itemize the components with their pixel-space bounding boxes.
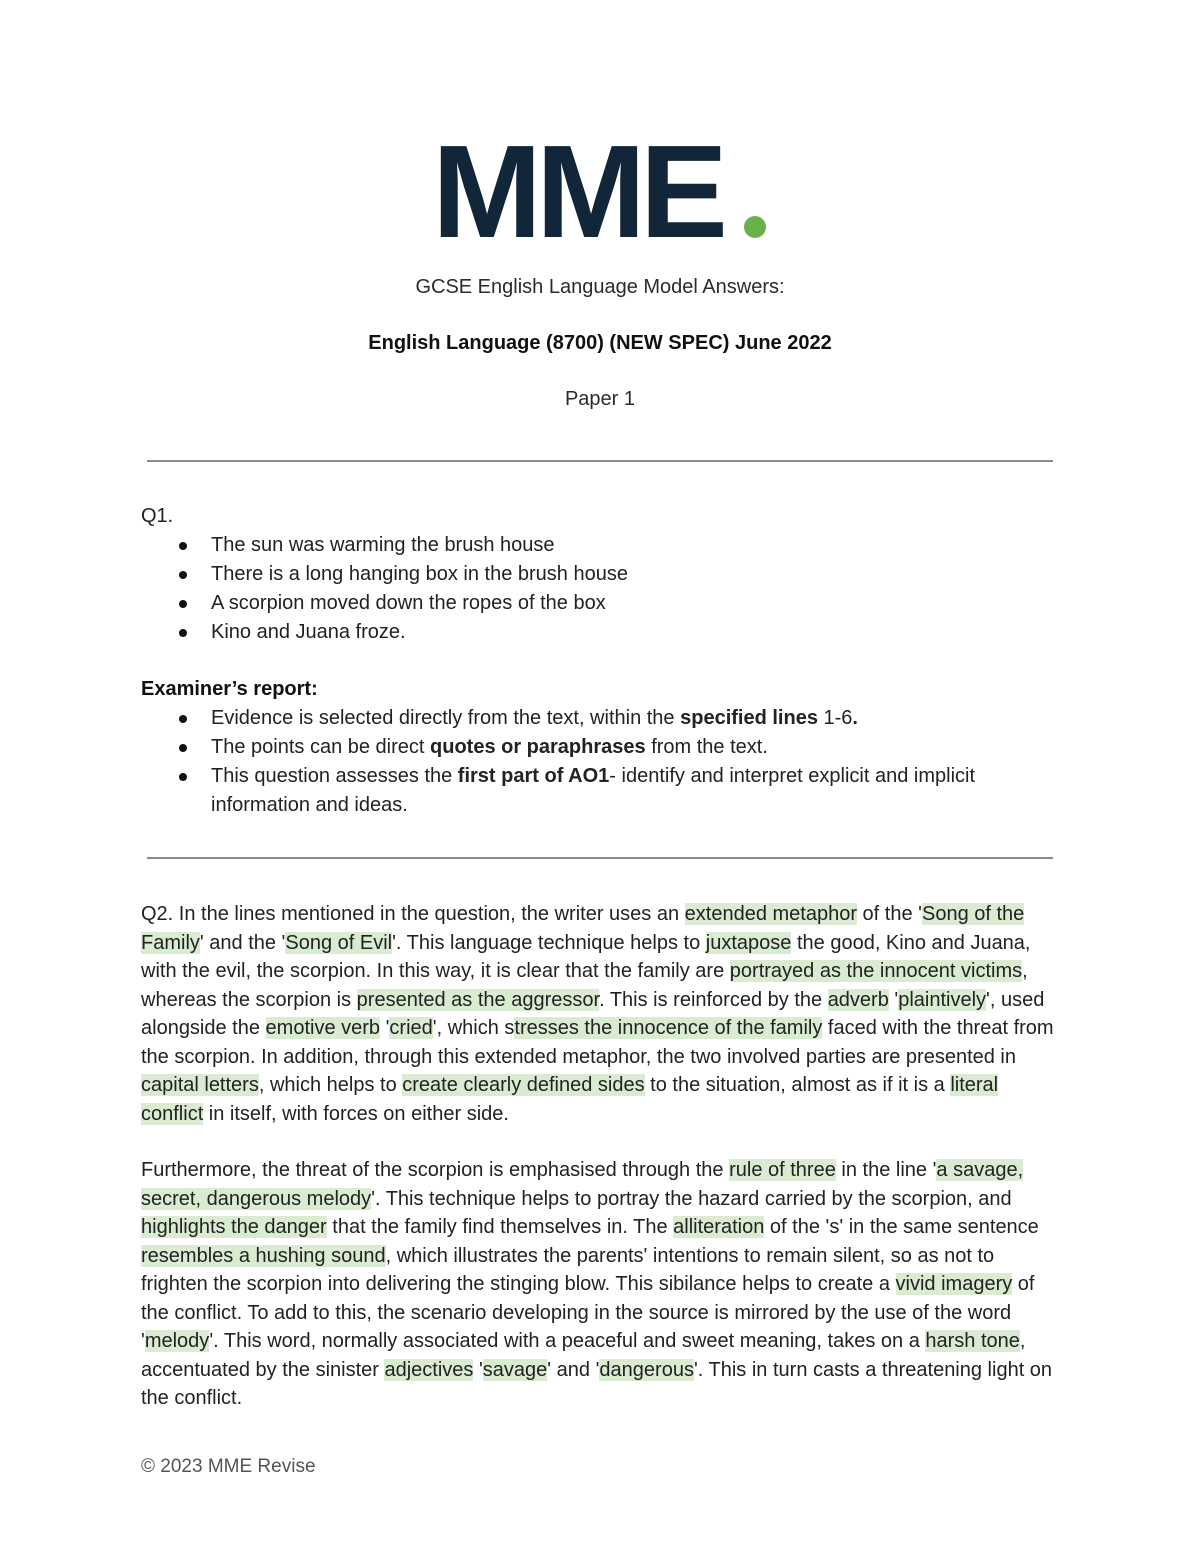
- mme-logo: [432, 118, 772, 265]
- logo-dot: [744, 216, 766, 238]
- text-run: , whereas the scorpion is: [141, 960, 1028, 1011]
- highlighted-phrase: adjectives: [384, 1358, 474, 1381]
- highlighted-phrase: emotive verb: [265, 1017, 381, 1039]
- highlighted-phrase: savage: [482, 1358, 548, 1381]
- highlighted-phrase: juxtapose: [705, 931, 792, 954]
- highlighted-phrase: a savage, secret, dangerous melody: [141, 1159, 1024, 1210]
- highlighted-phrase: resembles a hushing sound: [141, 1244, 386, 1267]
- highlighted-phrase: portrayed as the innocent victims: [729, 960, 1023, 982]
- highlighted-phrase: melody: [144, 1330, 210, 1352]
- highlighted-phrase: alliteration: [673, 1216, 765, 1238]
- text-run: the good, Kino and Juana, with the evil, the scorpion. In this way, it is clear that the family are: [141, 931, 1031, 982]
- highlighted-phrase: literal conflict: [141, 1074, 999, 1125]
- text-run: to the situation, almost as if it is a: [644, 1074, 951, 1096]
- report-point: Evidence is selected directly from the text, within the specified lines 1-6.: [141, 704, 1061, 733]
- text-run: . This is reinforced by the: [599, 988, 828, 1011]
- text-run: of the conflict. To add to this, the scenario developing in the source is mirrored by the use of the word ': [141, 1273, 1035, 1352]
- report-point: The points can be direct quotes or paraphrases from the text.: [141, 733, 1061, 762]
- q1-point: The sun was warming the brush house: [141, 531, 1061, 560]
- text-run: , which helps to: [258, 1074, 403, 1096]
- highlighted-phrase: Song of Evil: [285, 931, 393, 954]
- divider: [147, 857, 1053, 859]
- report-point: This question assesses the first part of AO1- identify and interpret explicit and implicit information and ideas.: [141, 762, 1061, 820]
- highlighted-phrase: vivid imagery: [895, 1273, 1013, 1295]
- text-run: in itself, with forces on either side.: [203, 1102, 509, 1125]
- q1-points: [141, 531, 1061, 647]
- highlighted-phrase: rule of three: [729, 1159, 836, 1181]
- logo-wordmark: MME: [432, 118, 722, 265]
- exam-title: English Language (8700) (NEW SPEC) June 2022: [368, 332, 832, 354]
- highlighted-phrase: highlights the danger: [141, 1216, 327, 1238]
- highlighted-phrase: plaintively: [898, 988, 987, 1011]
- text-run: of the ': [857, 903, 922, 925]
- divider: [147, 460, 1053, 462]
- highlighted-phrase: presented as the aggressor: [356, 988, 600, 1011]
- text-run: in the line ': [835, 1159, 937, 1181]
- q1-section: [141, 502, 1061, 820]
- q2-section: [141, 900, 1063, 1413]
- text-run: , accentuated by the sinister: [141, 1330, 1026, 1381]
- paper-number: Paper 1: [564, 388, 636, 410]
- text-run: ', which s: [432, 1017, 515, 1039]
- text-run: ': [888, 988, 899, 1011]
- q1-label: Q1.: [141, 505, 174, 527]
- text-run: faced with the threat from the scorpion. In addition, through this extended metaphor, the two involved parties are presented in: [141, 1017, 1054, 1068]
- text-run: '. This language technique helps to: [392, 931, 706, 954]
- q1-point: Kino and Juana froze.: [141, 618, 1061, 647]
- q2-paragraph-2: [141, 1156, 1063, 1413]
- text-run: ', used alongside the: [141, 988, 1045, 1039]
- text-run: Q2. In the lines mentioned in the question, the writer uses an: [141, 903, 685, 925]
- examiner-report-points: [141, 704, 1061, 820]
- highlighted-phrase: Song of the Family: [141, 903, 1025, 954]
- q1-point: A scorpion moved down the ropes of the box: [141, 589, 1061, 618]
- text-run: ' and ': [547, 1358, 600, 1381]
- copyright-footer: © 2023 MME Revise: [141, 1456, 316, 1477]
- text-run: Furthermore, the threat of the scorpion is emphasised through the: [141, 1159, 730, 1181]
- text-run: '. This technique helps to portray the hazard carried by the scorpion, and: [371, 1187, 1012, 1210]
- highlighted-phrase: harsh tone: [925, 1330, 1020, 1352]
- text-run: that the family find themselves in. The: [326, 1216, 674, 1238]
- highlighted-phrase: capital letters: [141, 1074, 259, 1096]
- text-run: ': [380, 1017, 390, 1039]
- highlighted-phrase: extended metaphor: [684, 903, 857, 925]
- doc-subtitle: GCSE English Language Model Answers:: [415, 276, 785, 298]
- q1-point: There is a long hanging box in the brush house: [141, 560, 1061, 589]
- text-run: '. This in turn casts a threatening light on the conflict.: [141, 1358, 1053, 1409]
- q2-paragraph-1: [141, 900, 1063, 1128]
- highlighted-phrase: adverb: [827, 988, 889, 1011]
- text-run: , which illustrates the parents' intentions to remain silent, so as not to frighten the scorpion into delivering the stinging blow. This sibilance helps to create a: [141, 1244, 995, 1295]
- text-run: of the 's' in the same sentence: [764, 1216, 1039, 1238]
- text-run: ': [473, 1358, 483, 1381]
- highlighted-phrase: tresses the innocence of the family: [514, 1017, 823, 1039]
- examiner-report-heading: Examiner’s report:: [141, 678, 318, 700]
- highlighted-phrase: create clearly defined sides: [402, 1074, 645, 1096]
- text-run: '. This word, normally associated with a peaceful and sweet meaning, takes on a: [209, 1330, 926, 1352]
- highlighted-phrase: dangerous: [599, 1358, 694, 1381]
- text-run: ' and the ': [199, 931, 286, 954]
- highlighted-phrase: cried: [389, 1017, 433, 1039]
